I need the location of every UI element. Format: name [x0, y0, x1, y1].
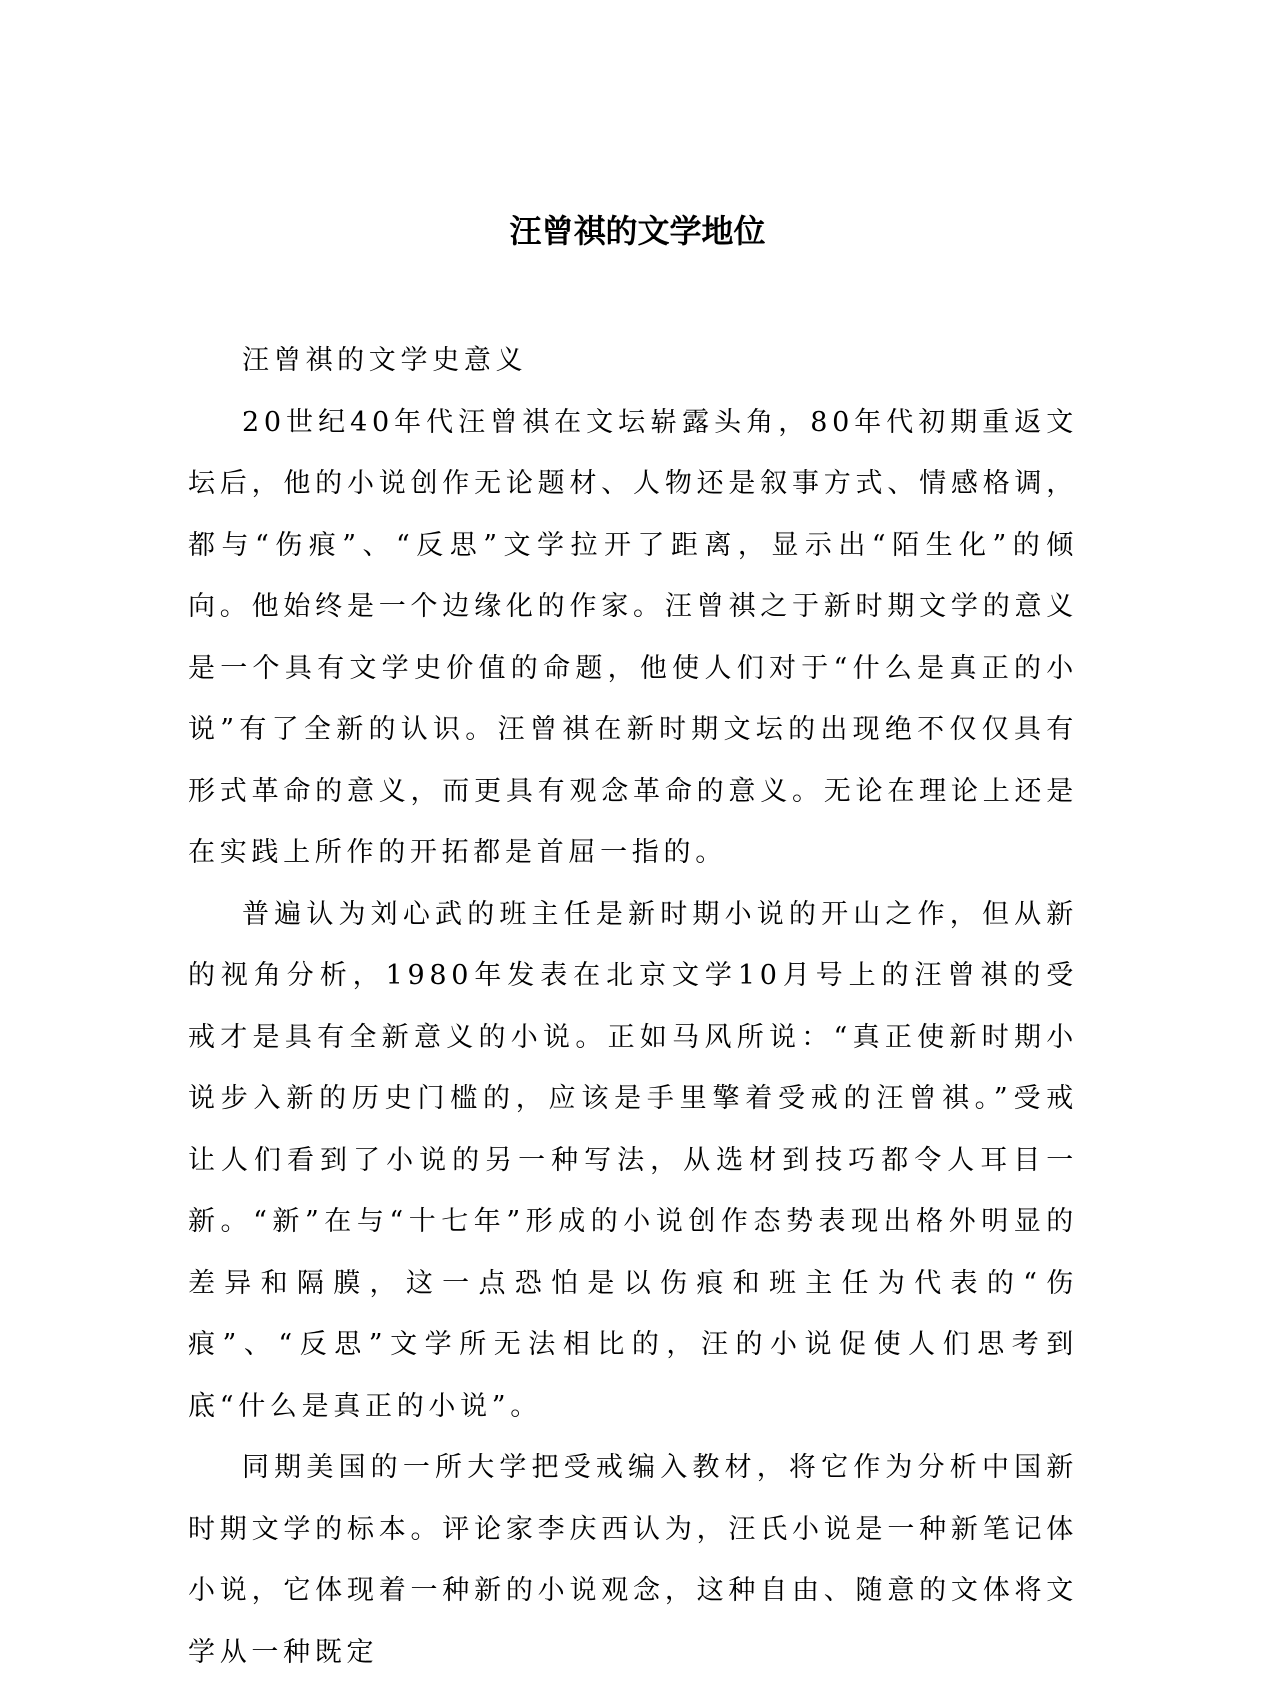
- body-paragraph: 20世纪40年代汪曾祺在文坛崭露头角，80年代初期重返文坛后，他的小说创作无论题材、人物还是叙事方式、情感格调，都与“伤痕”、“反思”文学拉开了距离，显示出“陌生化”的倾向。他始终是一个边缘化的作家。汪曾祺之于新时期文学的意义是一个具有文学史价值的命题，他使人们对于“什么是真正的小说”有了全新的认识。汪曾祺在新时期文坛的出现绝不仅仅具有形式革命的意义，而更具有观念革命的意义。无论在理论上还是在实践上所作的开拓都是首屈一指的。: [188, 406, 1078, 868]
- document-title: 汪曾祺的文学地位: [509, 212, 766, 250]
- body-paragraph: 普遍认为刘心武的班主任是新时期小说的开山之作，但从新的视角分析，1980年发表在北京文学10月号上的汪曾祺的受戒才是具有全新意义的小说。正如马风所说：“真正使新时期小说步入新的历史门槛的，应该是手里擎着受戒的汪曾祺。”受戒让人们看到了小说的另一种写法，从选材到技巧都令人耳目一新。“新”在与“十七年”形成的小说创作态势表现出格外明显的差异和隔膜，这一点恐怕是以伤痕和班主任为代表的“伤痕”、“反思”文学所无法相比的，汪的小说促使人们思考到底“什么是真正的小说”。: [188, 898, 1078, 1422]
- section-heading: 汪曾祺的文学史意义: [242, 345, 528, 376]
- body-paragraph: 同期美国的一所大学把受戒编入教材，将它作为分析中国新时期文学的标本。评论家李庆西认为，汪氏小说是一种新笔记体小说，它体现着一种新的小说观念，这种自由、随意的文体将文学从一种既定: [188, 1452, 1078, 1668]
- document-body: [188, 330, 1078, 1683]
